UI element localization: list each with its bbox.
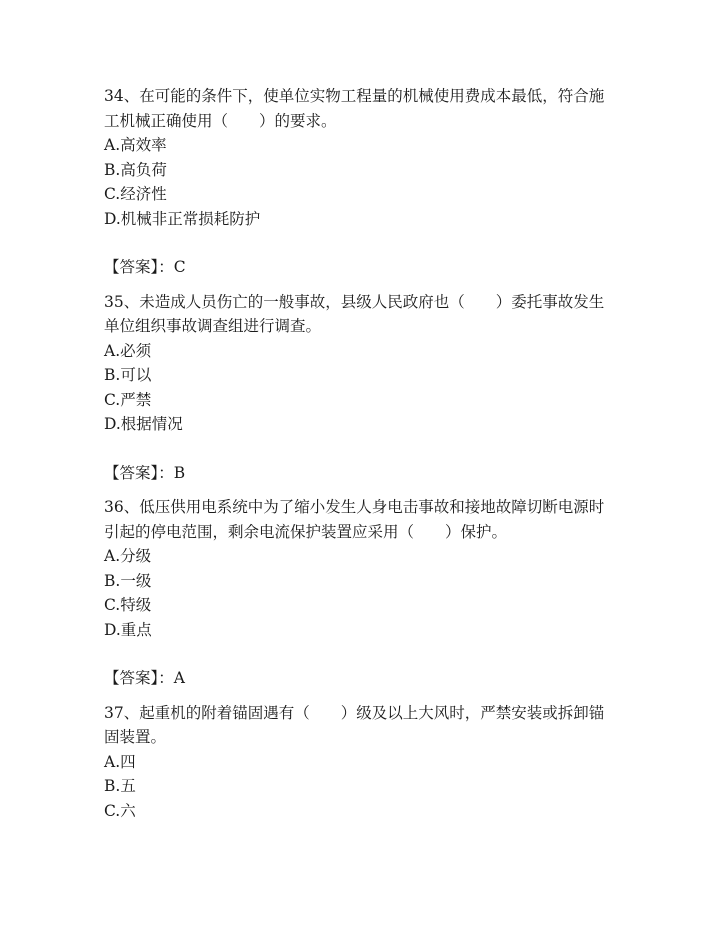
option-a: A.分级 [104,547,152,565]
option-a: A.高效率 [104,136,167,154]
question-35 [104,290,616,486]
answer-line [104,255,616,280]
question-37 [104,701,616,824]
option-b: B.可以 [104,366,152,384]
question-stem: 37、起重机的附着锚固遇有（ ）级及以上大风时，严禁安装或拆卸锚固装置。 [104,703,605,746]
option-c: C.严禁 [104,390,152,409]
option-c: C.经济性 [104,185,167,203]
option-b: B.一级 [104,571,152,590]
option-a: A.四 [104,752,136,771]
option-c: C.六 [104,801,136,820]
answer-value: A [173,669,185,687]
question-stem: 36、低压供用电系统中为了缩小发生人身电击事故和接地故障切断电源时引起的停电范围，剩余电流保护装置应采用（ ）保护。 [104,498,605,541]
document-page [104,84,616,823]
question-stem: 34、在可能的条件下，使单位实物工程量的机械使用费成本最低，符合施工机械正确使用（ ）的要求。 [104,87,605,130]
answer-line [104,461,616,486]
option-d: D.重点 [104,620,152,639]
option-b: B.高负荷 [104,160,167,179]
option-d: D.根据情况 [104,415,183,433]
question-36 [104,495,616,691]
option-b: B.五 [104,777,136,795]
answer-label: 【答案】： [104,258,174,276]
answer-line [104,666,616,691]
answer-label: 【答案】： [104,463,174,482]
option-d: D.机械非正常损耗防护 [104,209,261,228]
question-34 [104,84,616,280]
question-stem: 35、未造成人员伤亡的一般事故，县级人民政府也（ ）委托事故发生单位组织事故调查组进行调查。 [104,292,605,335]
option-c: C.特级 [104,596,152,614]
answer-value: C [173,258,186,276]
option-a: A.必须 [104,341,152,360]
answer-value: B [173,463,186,482]
answer-label: 【答案】： [104,669,174,687]
